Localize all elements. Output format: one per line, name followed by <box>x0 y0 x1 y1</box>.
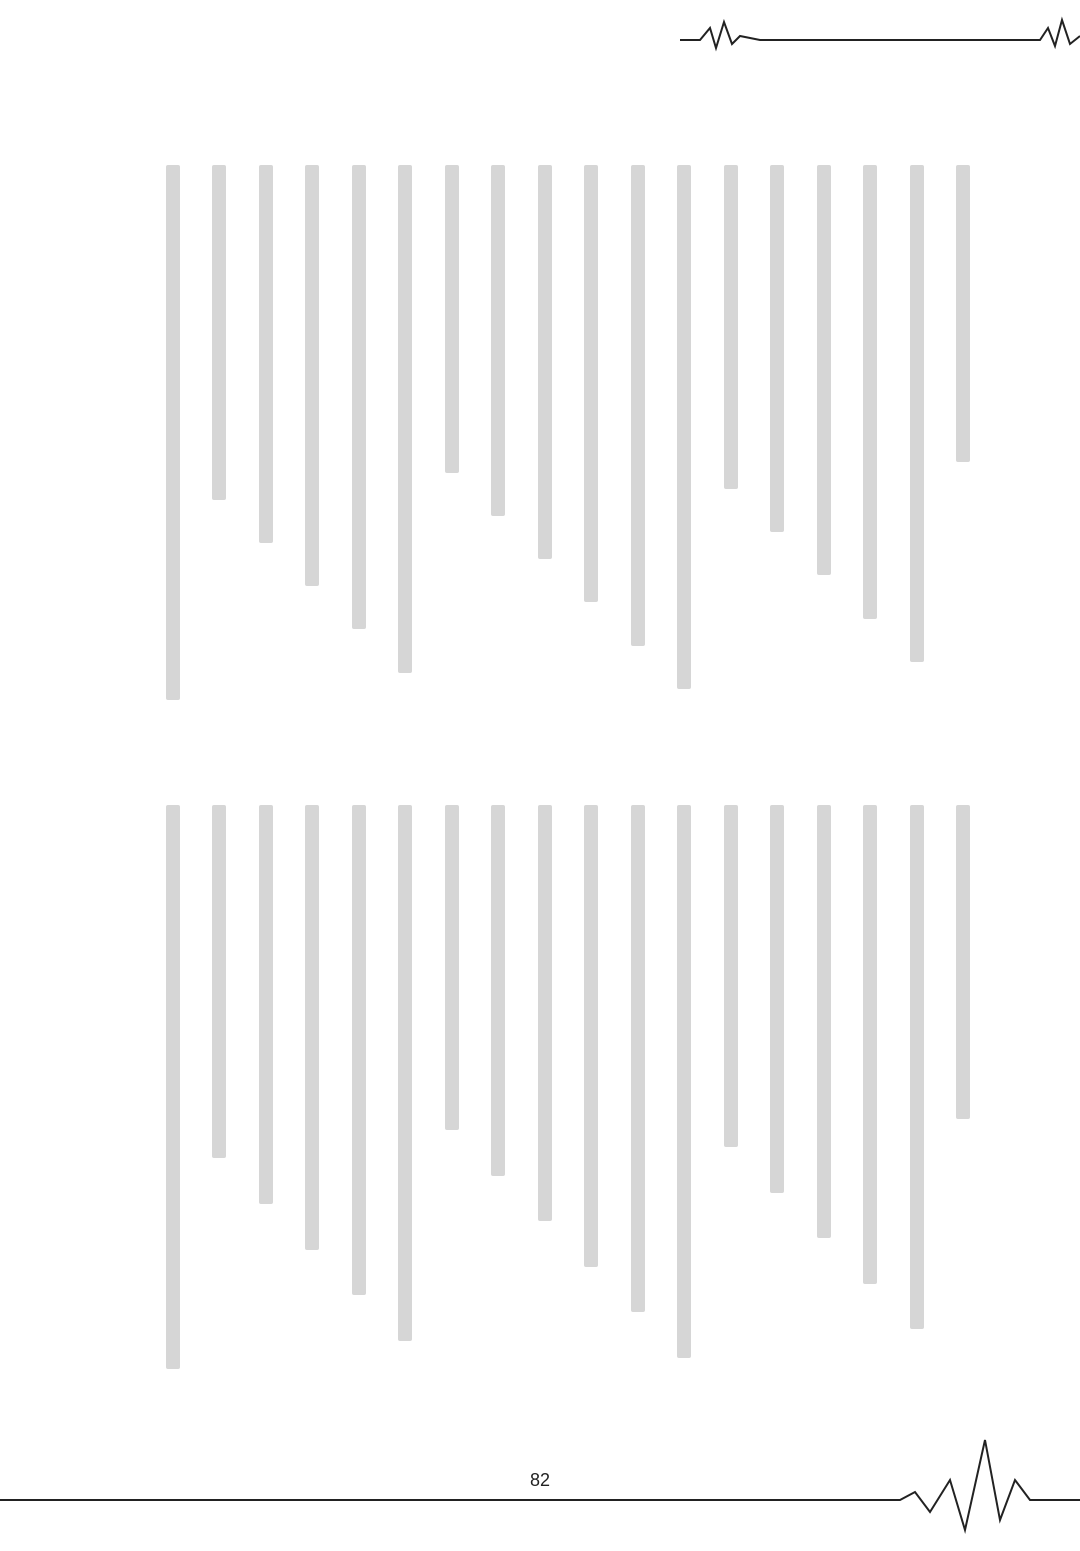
redacted-text-column <box>445 805 459 1130</box>
body-text-upper-redacted <box>120 165 970 710</box>
page-number: 82 <box>529 1470 551 1490</box>
redacted-text-column <box>584 805 598 1267</box>
redacted-text-column <box>259 805 273 1204</box>
top-decorative-line <box>0 0 1080 80</box>
redacted-text-column <box>770 805 784 1193</box>
redacted-text-column <box>817 805 831 1238</box>
redacted-text-column <box>538 165 552 559</box>
redacted-text-column <box>770 165 784 532</box>
redacted-text-column <box>305 165 319 586</box>
redacted-text-column <box>631 165 645 646</box>
redacted-text-column <box>724 165 738 489</box>
redacted-text-column <box>677 165 691 689</box>
redacted-text-column <box>631 805 645 1312</box>
redacted-text-column <box>956 165 970 462</box>
redacted-text-column <box>352 805 366 1295</box>
redacted-text-column <box>352 165 366 629</box>
redacted-text-column <box>677 805 691 1358</box>
redacted-text-column <box>166 805 180 1369</box>
redacted-text-column <box>259 165 273 543</box>
bottom-decorative-line <box>0 1420 1080 1551</box>
redacted-text-column <box>212 805 226 1158</box>
redacted-text-column <box>305 805 319 1250</box>
redacted-text-column <box>863 165 877 619</box>
redacted-text-column <box>398 805 412 1341</box>
redacted-text-column <box>445 165 459 473</box>
redacted-text-column <box>863 805 877 1284</box>
redacted-text-column <box>817 165 831 575</box>
redacted-text-column <box>491 165 505 516</box>
redacted-text-column <box>724 805 738 1147</box>
redacted-text-column <box>956 805 970 1119</box>
body-text-lower-redacted <box>120 805 970 1380</box>
redacted-text-column <box>398 165 412 673</box>
redacted-text-column <box>538 805 552 1221</box>
redacted-text-column <box>166 165 180 700</box>
redacted-text-column <box>910 165 924 662</box>
redacted-text-column <box>212 165 226 500</box>
redacted-text-column <box>584 165 598 602</box>
redacted-text-column <box>491 805 505 1176</box>
redacted-text-column <box>910 805 924 1329</box>
